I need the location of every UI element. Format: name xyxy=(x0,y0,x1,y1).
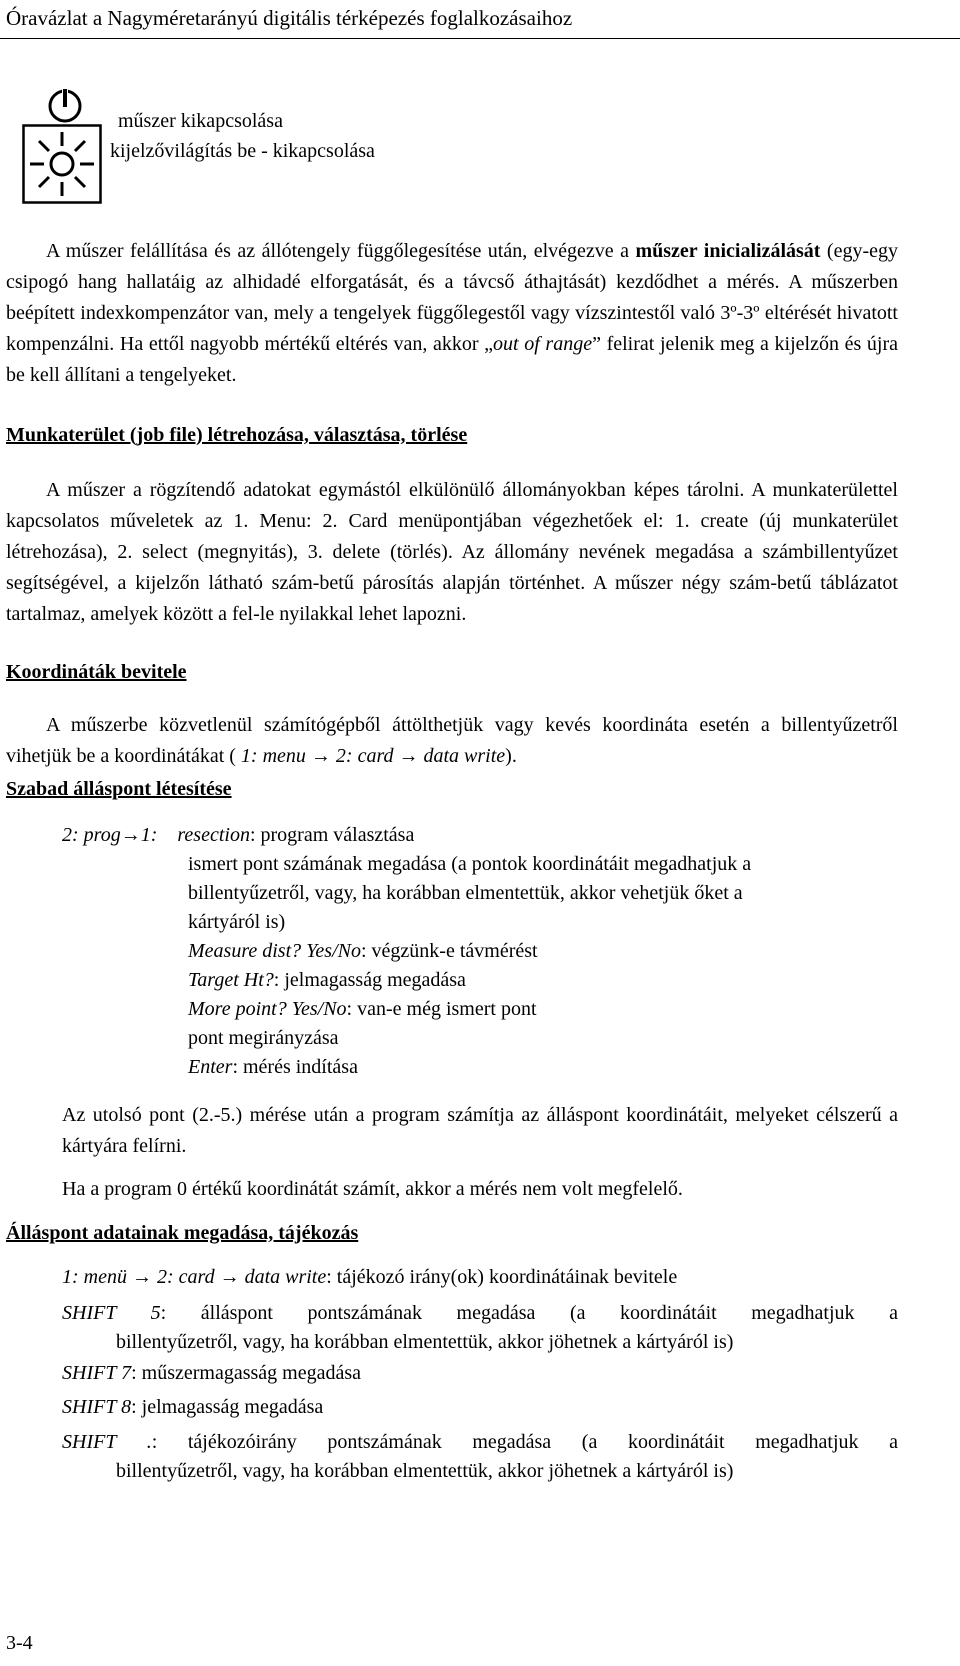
more-line xyxy=(188,995,537,1024)
enter-line xyxy=(188,1053,358,1082)
target-prompt: Target Ht? xyxy=(188,969,274,991)
resection-desc: : program választása xyxy=(249,824,415,846)
l1-data-write: data write xyxy=(244,1266,327,1288)
shift7-key: SHIFT 7 xyxy=(62,1362,132,1384)
shift7-desc: : műszermagasság megadása xyxy=(131,1362,362,1384)
intro-text-2: (egy-egy csipogó hang hallatáig az alhidadé elforgatását, és a távcső áthajtását) kezdődhet a mérés. A műszerben beépített indexkompenzátor van, mely a tengelyek függőlegestől vagy vízszintestől való 3º-3º eltérését hivatott kompenzálni. Ha ettől nagyobb mértékű eltérés van, akkor „ xyxy=(6,240,898,355)
shift5-line-2: billentyűzetről, vagy, ha korábban elmentettük, akkor jöhetnek a kártyáról is) xyxy=(116,1331,734,1353)
shift-dot-line-2: billentyűzetről, vagy, ha korábban elmentettük, akkor jöhetnek a kártyáról is) xyxy=(116,1460,734,1482)
shift8-desc: : jelmagasság megadása xyxy=(131,1396,324,1418)
ismert-line-1: ismert pont számának megadása (a pontok koordinátáit megadhatjuk a xyxy=(188,853,752,875)
power-icon xyxy=(42,84,88,124)
job-file-paragraph: A műszer a rögzítendő adatokat egymástól elkülönülő állományokban képes tárolni. A munkaterülettel kapcsolatos műveletek az 1. Menu: 2. Card menüpontjában végezhetőek el: 1. create (új munkaterület létrehozása), 2. select (megnyitás), 3. delete (törlés). Az állomány nevének megadása a számbillentyűzet segítségével, a kijelzőn látható szám-betű párosítás alapján történhet. A műszer négy szám-betű táblázatot tartalmaz, amelyek között a fel-le nyilakkal lehet lapozni. xyxy=(6,479,898,625)
intro-text-3: ” felirat jelenik meg a kijelzőn és újra be kell állítani a tengelyeket. xyxy=(6,333,898,386)
shift5-line xyxy=(62,1298,898,1329)
section-coordinates-text xyxy=(6,710,898,772)
l1-arrow-1: → xyxy=(126,1266,157,1288)
shift-dot-key: SHIFT . xyxy=(62,1431,152,1453)
intro-paragraph xyxy=(6,236,898,391)
shift8-line xyxy=(62,1393,323,1422)
sun-icon xyxy=(22,124,102,204)
coord-card: 2: card xyxy=(335,745,394,767)
target-line xyxy=(188,966,466,995)
ismert-line-2: billentyűzetről, vagy, ha korábban elmentettük, akkor vehetjük őket a xyxy=(188,882,743,904)
enter-desc: : mérés indítása xyxy=(232,1056,358,1078)
ismert-line-3: kártyáról is) xyxy=(188,911,286,933)
after-paragraph-1: Az utolsó pont (2.-5.) mérése után a program számítja az álláspont koordinátáit, melyeket célszerű a kártyára felírni. xyxy=(62,1104,898,1157)
measure-prompt: Measure dist? Yes/No xyxy=(188,940,361,962)
coord-arrow-2: → xyxy=(393,745,424,767)
after-paragraph-2: Ha a program 0 értékű koordinátát számít, akkor a mérés nem volt megfelelő. xyxy=(62,1178,683,1200)
shift8-key: SHIFT 8 xyxy=(62,1396,132,1418)
section-job-file-text xyxy=(6,475,898,630)
coord-text-end: ). xyxy=(505,745,517,767)
coord-data-write: data write xyxy=(423,745,506,767)
sun-icon-label: kijelzővilágítás be - kikapcsolása xyxy=(110,140,375,162)
section-heading-coordinates: Koordináták bevitele xyxy=(6,661,187,683)
section-heading-station-data: Álláspont adatainak megadása, tájékozás xyxy=(6,1222,359,1244)
l1-card: 2: card xyxy=(156,1266,215,1288)
shift-dot-desc: : tájékozóirány pontszámának megadása (a koordinátáit megadhatjuk a xyxy=(151,1431,898,1453)
shift5-desc: : álláspont pontszámának megadása (a koordinátáit megadhatjuk a xyxy=(160,1302,898,1324)
coord-arrow-1: → xyxy=(305,745,336,767)
intro-bold-term: műszer inicializálását xyxy=(635,240,821,262)
prog-command: 2: prog→1: xyxy=(62,824,158,846)
section-heading-job-file: Munkaterület (job file) létrehozása, választása, törlése xyxy=(6,424,468,446)
power-icon-label: műszer kikapcsolása xyxy=(118,110,283,132)
l1-desc: : tájékozó irány(ok) koordinátáinak bevitele xyxy=(326,1266,678,1288)
intro-italic-term: out of range xyxy=(493,333,593,355)
l1-arrow-2: → xyxy=(214,1266,245,1288)
menu-data-write-line xyxy=(62,1263,677,1292)
coord-menu: 1: menu xyxy=(240,745,306,767)
measure-desc: : végzünk-e távmérést xyxy=(360,940,538,962)
prog-line xyxy=(62,821,414,850)
shift-dot-line xyxy=(62,1427,898,1458)
header-divider xyxy=(0,38,960,39)
more-desc: : van-e még ismert pont xyxy=(346,998,537,1020)
measure-line xyxy=(188,937,538,966)
coord-text-1: A műszerbe közvetlenül számítógépből áttölthetjük vagy kevés koordináta esetén a billentyűzetről vihetjük be a koordinátákat ( xyxy=(6,714,898,767)
section-heading-free-station: Szabad álláspont létesítése xyxy=(6,778,232,800)
intro-text-1: A műszer felállítása és az állótengely függőlegesítése után, elvégezve a xyxy=(46,240,636,262)
shift5-key: SHIFT 5 xyxy=(62,1302,161,1324)
shift7-line xyxy=(62,1359,361,1388)
page-header-title: Óravázlat a Nagyméretarányú digitális térképezés foglalkozásaihoz xyxy=(6,6,573,30)
enter-prompt: Enter xyxy=(188,1056,233,1078)
target-desc: : jelmagasság megadása xyxy=(273,969,466,991)
resection-label: resection xyxy=(177,824,250,846)
l1-menu: 1: menü xyxy=(62,1266,127,1288)
page-number: 3-4 xyxy=(6,1632,33,1654)
more-prompt: More point? Yes/No xyxy=(188,998,347,1020)
irany-line: pont megirányzása xyxy=(188,1027,339,1049)
